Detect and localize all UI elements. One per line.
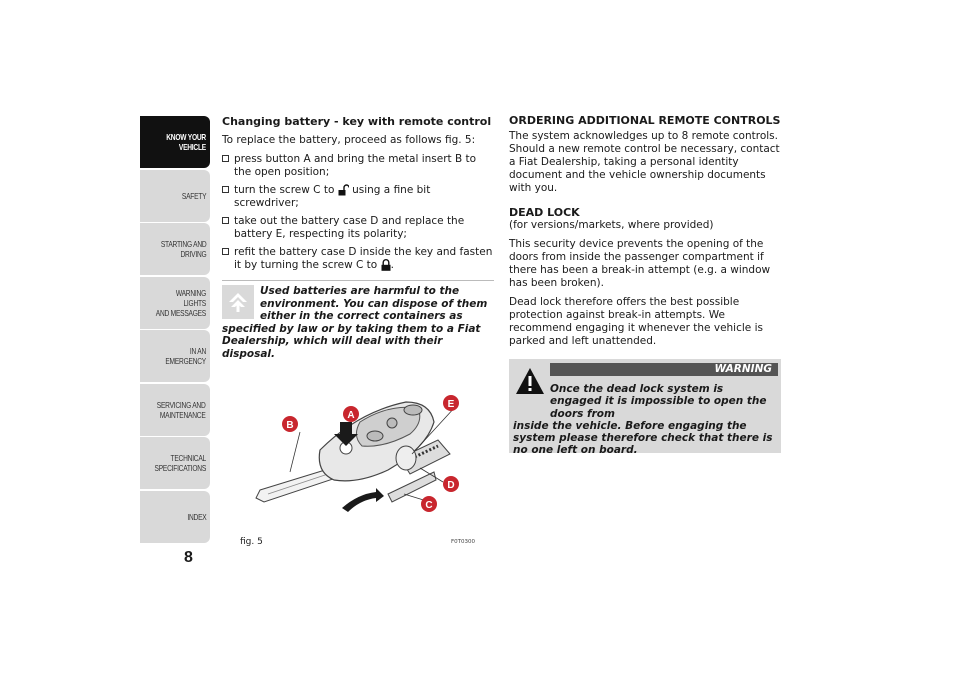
label-a: A	[347, 410, 355, 421]
list-item	[222, 246, 494, 272]
tab-label: KNOW YOUR VEHICLE	[166, 132, 206, 152]
key-illustration	[238, 362, 494, 548]
warning-text-line2: inside the vehicle. Before engaging the system please therefore check that there is no one left on board.	[513, 419, 773, 457]
tab-index[interactable]	[140, 491, 210, 543]
environment-note-text: Used batteries are harmful to the environment. You can dispose of them either in the correct containers as specified by law or by taking them to a Fiat Dealership, which will deal with their disposal.	[222, 285, 488, 360]
checkbox-bullet-icon	[222, 248, 229, 255]
deadlock-subtitle: (for versions/markets, where provided)	[509, 219, 714, 231]
tab-label: SERVICING AND MAINTENANCE	[157, 399, 206, 420]
tab-label: INDEX	[186, 511, 206, 522]
tab-know-your-vehicle[interactable]	[140, 116, 210, 168]
label-d: D	[447, 480, 455, 491]
environment-icon	[222, 285, 254, 319]
warning-text	[513, 383, 778, 457]
warning-title: WARNING	[550, 363, 778, 376]
figure-code: F0T0300	[451, 539, 476, 545]
step-text: take out the battery case D and replace the battery E, respecting its polarity;	[234, 215, 465, 240]
label-e: E	[447, 399, 455, 410]
tab-servicing[interactable]	[140, 384, 210, 436]
tab-safety[interactable]	[140, 170, 210, 222]
list-item	[222, 215, 494, 241]
ordering-heading: ORDERING ADDITIONAL REMOTE CONTROLS	[509, 114, 781, 127]
step-text-end: using a fine bit screwdriver;	[234, 184, 431, 209]
step-text: turn the screw C to	[234, 184, 335, 196]
battery-heading: Changing battery - key with remote control	[222, 115, 492, 128]
battery-steps	[222, 153, 494, 272]
tab-label: WARNING LIGHTS AND MESSAGES	[155, 287, 206, 318]
checkbox-bullet-icon	[222, 155, 229, 162]
tab-technical-specifications[interactable]	[140, 437, 210, 489]
step-text: refit the battery case D inside the key and fasten it by turning the screw C to	[234, 246, 493, 271]
deadlock-paragraph-1: This security device prevents the opening of the doors from inside the passenger compartment if there has been a break-in attempt (e.g. a window has been broken).	[509, 238, 771, 289]
tab-label: TECHNICAL SPECIFICATIONS	[154, 453, 206, 473]
warning-text-line1: Once the dead lock system is engaged it is impossible to open the doors from	[550, 383, 767, 420]
label-c: C	[425, 500, 433, 511]
tab-label: IN AN EMERGENCY	[165, 346, 206, 366]
tab-starting-and-driving[interactable]	[140, 223, 210, 275]
tab-label: SAFETY	[181, 190, 206, 201]
battery-intro: To replace the battery, proceed as follows fig. 5:	[222, 134, 476, 146]
tab-warning-lights[interactable]	[140, 277, 210, 329]
ordering-text: The system acknowledges up to 8 remote controls. Should a new remote control be necessary, contact a Fiat Dealership, taking a personal identity document and the vehicle ownership documents with you.	[509, 130, 780, 194]
tab-label: STARTING AND DRIVING	[160, 239, 206, 259]
deadlock-paragraph-2: Dead lock therefore offers the best possible protection against break-in attempts. We recommend engaging it whenever the vehicle is parked and left unattended.	[509, 296, 763, 347]
key-figure	[238, 362, 494, 548]
figure-caption: fig. 5	[240, 537, 263, 547]
page-number: 8	[184, 549, 193, 566]
left-column	[222, 115, 494, 360]
environment-note	[222, 285, 494, 360]
checkbox-bullet-icon	[222, 217, 229, 224]
right-column	[509, 115, 784, 354]
list-item	[222, 184, 494, 210]
tab-in-an-emergency[interactable]	[140, 330, 210, 382]
label-b: B	[286, 420, 294, 431]
unlocked-padlock-icon	[338, 184, 349, 196]
list-item	[222, 153, 494, 179]
checkbox-bullet-icon	[222, 186, 229, 193]
deadlock-heading: DEAD LOCK	[509, 206, 580, 219]
step-text: press button A and bring the metal insert B to the open position;	[234, 153, 477, 178]
section-tabs	[140, 116, 210, 544]
step-text-end: .	[390, 259, 394, 271]
divider	[222, 280, 494, 281]
locked-padlock-icon	[381, 259, 391, 271]
